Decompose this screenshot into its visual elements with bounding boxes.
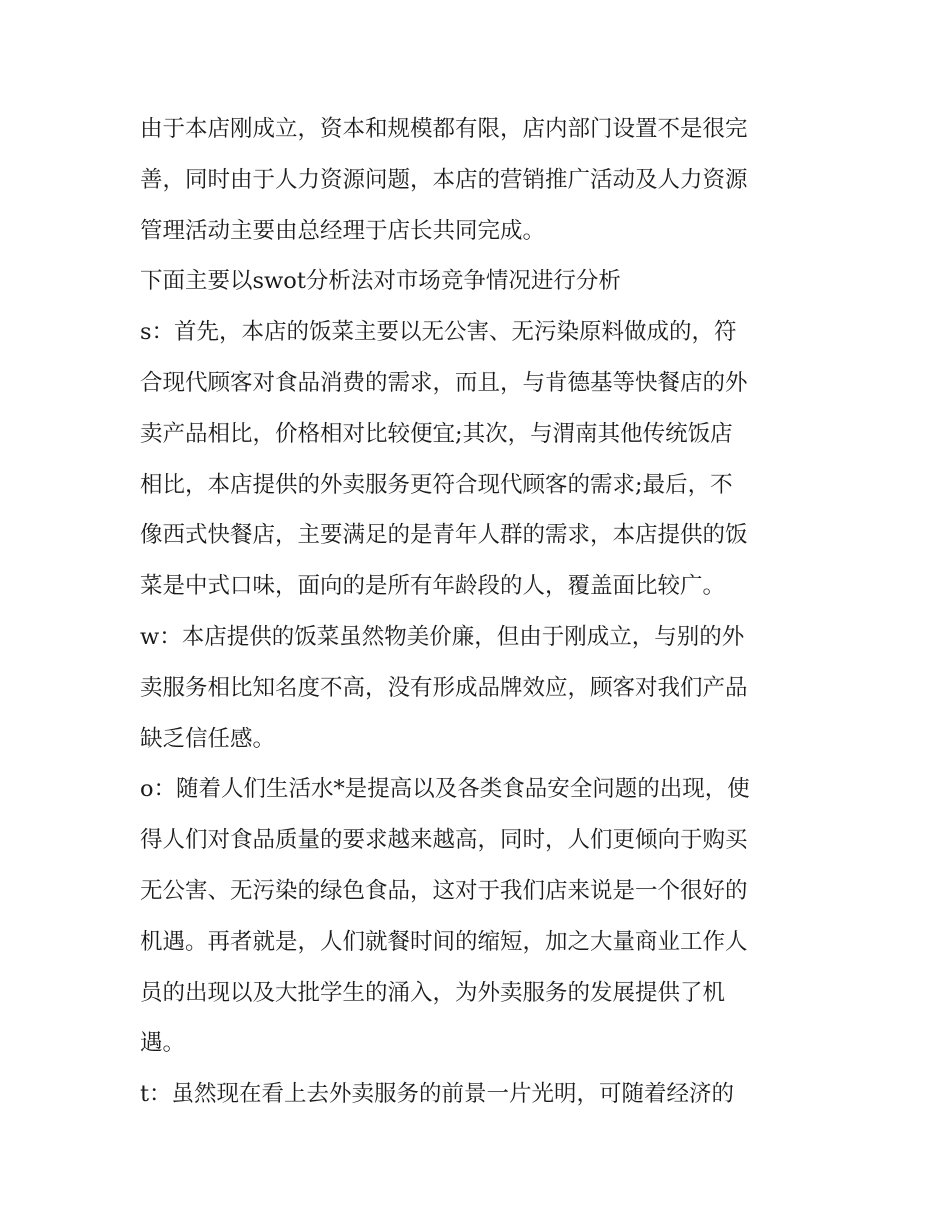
text-line-13: 缺乏信任感。 <box>140 725 276 752</box>
text-line-8: 相比，本店提供的外卖服务更符合现代顾客的需求;最后，不 <box>140 471 733 498</box>
text-line-5: s：首先，本店的饭菜主要以无公害、无污染原料做成的，符 <box>140 319 737 346</box>
text-line-11: w：本店提供的饭菜虽然物美价廉，但由于刚成立，与别的外 <box>140 623 745 650</box>
text-line-20: t：虽然现在看上去外卖服务的前景一片光明，可随着经济的 <box>140 1081 735 1108</box>
text-line-16: 无公害、无污染的绿色食品，这对于我们店来说是一个很好的 <box>140 877 748 904</box>
text-line-10: 菜是中式口味，面向的是所有年龄段的人，覆盖面比较广。 <box>140 573 726 600</box>
text-line-18: 员的出现以及大批学生的涌入，为外卖服务的发展提供了机 <box>140 979 726 1006</box>
text-line-15: 得人们对食品质量的要求越来越高，同时，人们更倾向于购买 <box>140 827 748 854</box>
text-line-3: 管理活动主要由总经理于店长共同完成。 <box>140 217 546 244</box>
text-line-2: 善，同时由于人力资源问题，本店的营销推广活动及人力资源 <box>140 166 748 193</box>
text-line-6: 合现代顾客对食品消费的需求，而且，与肯德基等快餐店的外 <box>140 369 748 396</box>
document-body <box>140 104 820 1120</box>
text-line-12: 卖服务相比知名度不高，没有形成品牌效应，顾客对我们产品 <box>140 674 748 701</box>
text-line-9: 像西式快餐店，主要满足的是青年人群的需求，本店提供的饭 <box>140 522 748 549</box>
text-line-14: o：随着人们生活水*是提高以及各类食品安全问题的出现，使 <box>140 776 750 803</box>
text-line-4: 下面主要以swot分析法对市场竞争情况进行分析 <box>140 268 621 295</box>
text-line-7: 卖产品相比，价格相对比较便宜;其次，与渭南其他传统饭店 <box>140 420 733 447</box>
text-line-17: 机遇。再者就是，人们就餐时间的缩短，加之大量商业工作人 <box>140 928 748 955</box>
text-line-1: 由于本店刚成立，资本和规模都有限，店内部门设置不是很完 <box>140 116 748 142</box>
text-line-19: 遇。 <box>140 1030 186 1057</box>
